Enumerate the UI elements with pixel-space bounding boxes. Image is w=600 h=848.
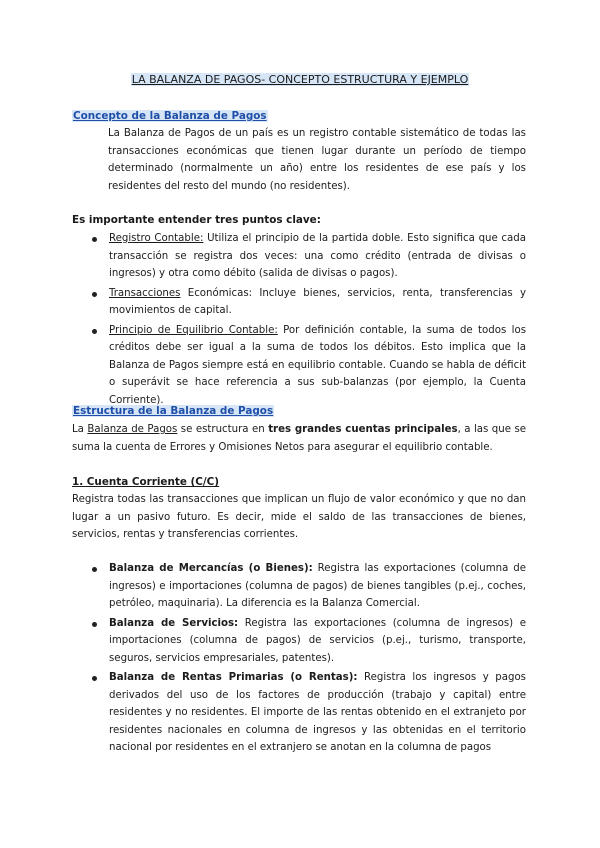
list-item	[90, 669, 526, 757]
list-item	[90, 615, 526, 668]
item-text: Por definición contable, la suma de todos los créditos debe ser igual a la suma de todos los débitos. Esto implica que la Balanza de Pagos siempre está en equilibrio contable. Cuando se habla de déficit o superávit se hace referencia a sus sub-balanzas (por ejemplo, la Cuenta Corriente).	[109, 324, 527, 406]
item-term: Registro Contable:	[109, 233, 204, 244]
item-term: Transacciones	[109, 287, 181, 299]
item-text: Registra las exportaciones (columna de ingresos) e importaciones (columna de pagos) de servicios (p.ej., turismo, transporte, seguros, servicios empresariales, patentes).	[109, 617, 526, 664]
item-term: Balanza de Mercancías (o Bienes):	[109, 563, 313, 574]
list-item	[90, 230, 526, 283]
item-term: Balanza de Servicios:	[109, 617, 239, 629]
list-item	[90, 560, 526, 613]
estructura-paragraph: La Balanza de Pagos se estructura en tres grandes cuentas principales, a las que se suma la cuenta de Errores y Omisiones Netos para asegurar el equilibrio contable.	[72, 424, 527, 453]
item-text: Económicas: Incluye bienes, servicios, renta, transferencias y movimientos de capital.	[109, 287, 526, 316]
item-term: Balanza de Rentas Primarias (o Rentas):	[109, 672, 358, 683]
concepto-heading: Concepto de la Balanza de Pagos	[73, 110, 267, 122]
cuenta-corriente-paragraph: Registra todas las transacciones que implican un flujo de valor económico y que no dan lugar a un pasivo futuro. Es decir, mide el saldo de las transacciones de bienes, servicios, rentas y transferencias corrientes.	[72, 494, 526, 540]
document-title: LA BALANZA DE PAGOS- CONCEPTO ESTRUCTURA Y EJEMPLO	[131, 73, 469, 86]
item-text: Utiliza el principio de la partida doble. Esto significa que cada transacción se registra dos veces: una como crédito (entrada de divisas o ingresos) y otra como débito (salida de divisas o pagos).	[109, 233, 526, 279]
list-item	[90, 322, 526, 410]
concepto-paragraph: La Balanza de Pagos de un país es un registro contable sistemático de todas las transacciones económicas que tienen lugar durante un período de tiempo determinado (normalmente un año) entre los residentes de ese país y los residentes del resto del mundo (no residentes).	[108, 128, 526, 192]
puntos-clave-list	[90, 230, 526, 409]
item-text: Registra los ingresos y pagos derivados del uso de los factores de producción (trabajo y capital) entre residentes y no residentes. El importe de las rentas obtenido en el extranjeto por residentes nacionales en columna de ingresos y las obtenidas en el territorio nacional por residentes en el extranjero se anotan en la columna de pagos	[109, 672, 526, 753]
item-term: Principio de Equilibrio Contable:	[109, 324, 278, 336]
cuenta-corriente-heading: 1. Cuenta Corriente (C/C)	[72, 476, 220, 488]
estructura-heading: Estructura de la Balanza de Pagos	[73, 405, 274, 417]
puntos-clave-heading: Es importante entender tres puntos clave:	[72, 214, 321, 226]
list-item	[90, 285, 526, 320]
cuenta-corriente-list	[90, 560, 526, 757]
item-text: Registra las exportaciones (columna de ingresos) e importaciones (columna de pagos) de bienes tangibles (p.ej., coches, petróleo, maquinaria). La diferencia es la Balanza Comercial.	[109, 563, 526, 609]
